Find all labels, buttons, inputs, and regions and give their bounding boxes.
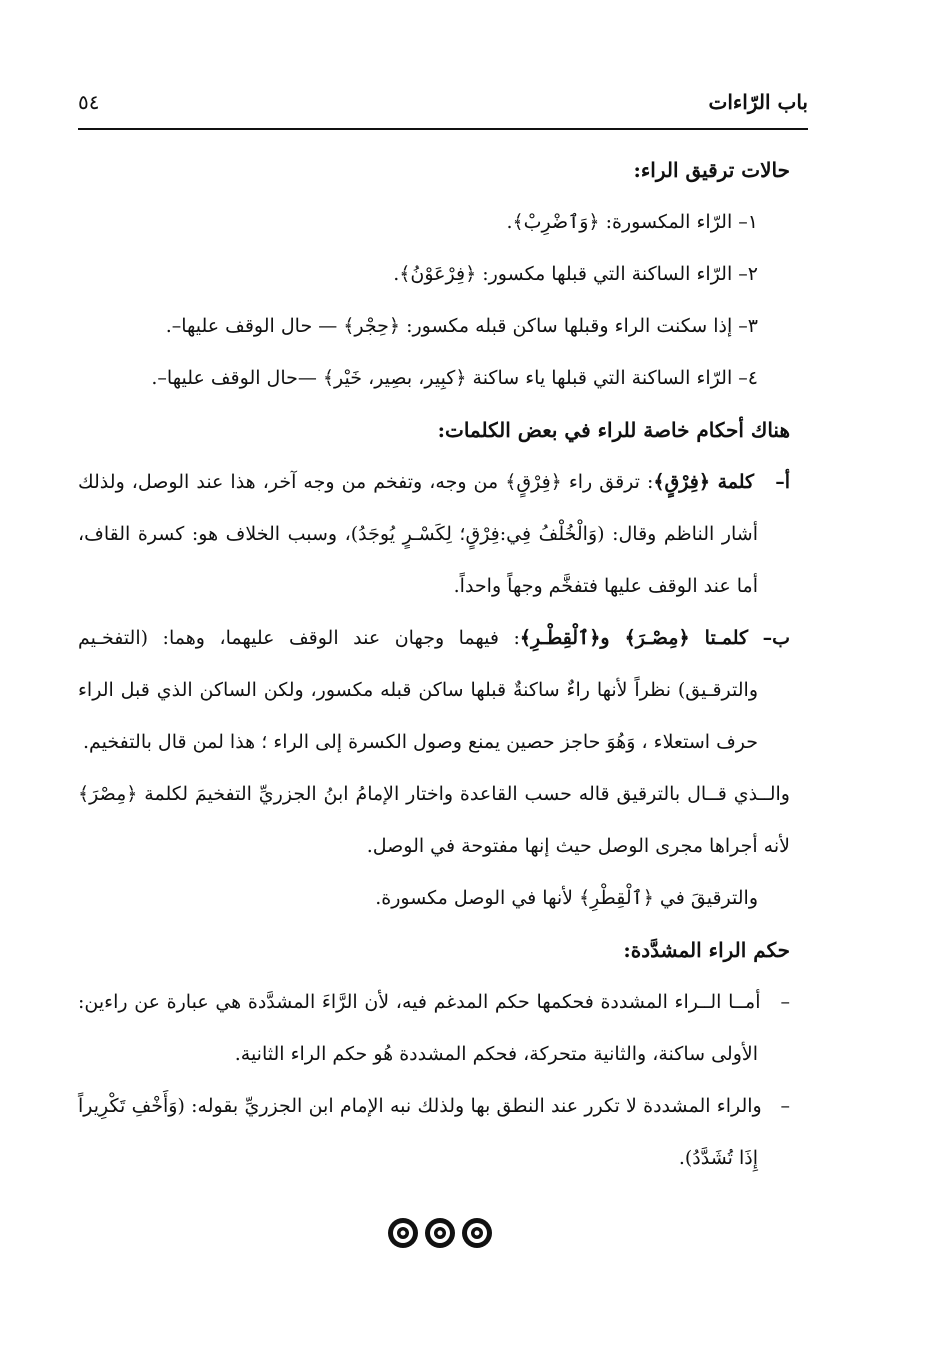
item-marker: ب–	[762, 627, 791, 649]
item-lead: كلمـتا ﴿مِصْـرَ﴾ و﴿ٱلْقِطْـرِ﴾	[519, 627, 749, 649]
floral-ornament-icon	[385, 1215, 495, 1251]
dash-item	[78, 976, 790, 1080]
item-lead: كلمة ﴿فِرْقٍ﴾	[653, 471, 755, 493]
dash-text: والراء المشددة لا تكرر عند النطق بها ولذلك نبه الإمام ابن الجزريِّ بقوله: (وَأَخْفِ تَكْرِيراً إِذَا تُشَدَّدُ).	[78, 1095, 762, 1169]
rule-item-a	[78, 456, 790, 612]
dash-marker: –	[780, 991, 790, 1013]
dash-marker: –	[780, 1095, 790, 1117]
page-number: ٥٤	[78, 90, 100, 114]
section-heading-tarqeeq: حالات ترقيق الراء:	[633, 158, 790, 182]
item-text: : فيهما وجهان عند الوقف عليهما، وهما: (التفخـيم والترقـيق) نظراً لأنها راءٌ ساكنةٌ قبلها ساكن قبله مكسور، ولكن الساكن الذي قبل الراء حرف استعلاء ، وَهُوَ حاجز حصين يمنع وصول الكسرة إلى الراء ؛ هذا لمن قال بالتفخيم.	[78, 627, 758, 753]
list-item: ٤– الرّاء الساكنة التي قبلها ياء ساكنة ﴿كبِير، بصِير، خَيْر﴾ —حال الوقف عليها–.	[151, 367, 758, 389]
item-marker: أ–	[775, 471, 791, 493]
dash-text: أمــا الــراء المشددة فحكمها حكم المدغم فيه، لأن الرَّاءَ المشدَّدة هي عبارة عن راءين: الأولى ساكنة، والثانية متحركة، فحكم المشددة هُو حكم الراء الثانية.	[78, 991, 761, 1065]
dash-item	[78, 1080, 790, 1184]
running-header	[78, 84, 808, 130]
floral-ornament-icon	[462, 1218, 492, 1248]
item-text: : ترقق راء ﴿فِرْقٍ﴾ من وجه، وتفخم من وجه آخر، هذا عند الوصل، ولذلك أشار الناظم وقال: (وَالْخُلْفُ فِي:فِرْقٍ؛ لِكَسْـرٍ يُوجَدُ)، وسبب الخلاف هو: كسرة القاف، أما عند الوقف عليها فتفخَّم وجهاً واحداً.	[78, 471, 759, 597]
floral-ornament-icon	[388, 1218, 418, 1248]
page-body	[78, 144, 790, 1184]
rule-item-b	[78, 612, 790, 768]
list-item: ٢– الرّاء الساكنة التي قبلها مكسور: ﴿فِرْعَوْنُ﴾.	[393, 263, 758, 285]
list-item: ٣– إذا سكنت الراء وقبلها ساكن قبله مكسور: ﴿حِجْر﴾ — حال الوقف عليها–.	[165, 315, 758, 337]
paragraph: والترقيقَ في ﴿ٱلْقِطْرِ﴾ لأنها في الوصل مكسورة.	[375, 887, 758, 909]
section-heading-special-rules: هناك أحكام خاصة للراء في بعض الكلمات:	[437, 418, 790, 442]
floral-ornament-icon	[425, 1218, 455, 1248]
paragraph: والــذي قــال بالترقيق قاله حسب القاعدة واختار الإمامُ ابنُ الجزريِّ التفخيمَ لكلمة ﴿مِصْرَ﴾ لأنه أجراها مجرى الوصل حيث إنها مفتوحة في الوصل.	[78, 783, 790, 857]
section-heading-shadda: حكم الراء المشدَّدة:	[623, 938, 790, 962]
chapter-title: باب الرّاءات	[708, 90, 808, 114]
list-item: ١– الرّاء المكسورة: ﴿وَٱضْرِبْ﴾.	[506, 211, 758, 233]
